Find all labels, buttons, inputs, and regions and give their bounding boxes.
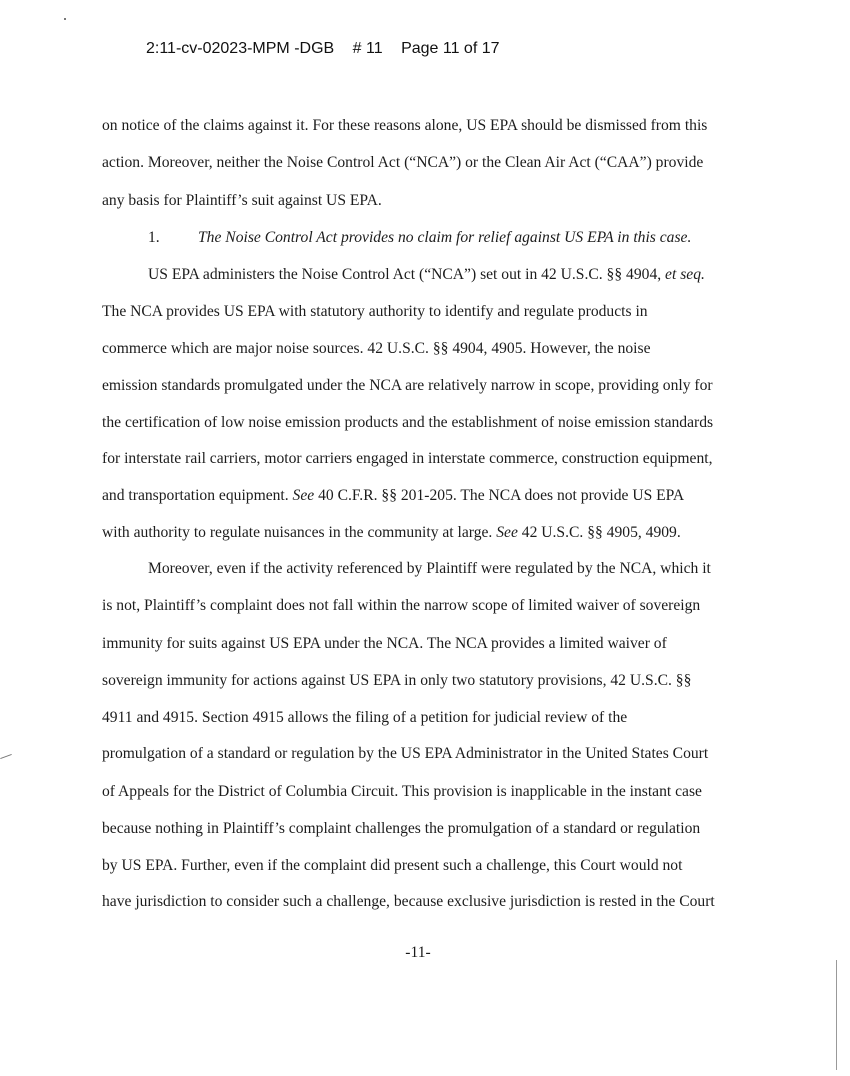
page-indicator: Page 11 of 17 [401,40,500,57]
italic-signal: See [292,487,315,504]
text-line: The NCA provides US EPA with statutory authority to identify and regulate products in [102,303,648,320]
scan-mark [0,754,12,759]
text-line: on notice of the claims against it. For these reasons alone, US EPA should be dismissed from this [102,117,708,134]
text-line: immunity for suits against US EPA under the NCA. The NCA provides a limited waiver of [102,635,667,652]
scan-edge [836,960,837,1070]
text-line: of Appeals for the District of Columbia Circuit. This provision is inapplicable in the instant case [102,783,702,800]
text-line [102,487,684,505]
text-line [102,524,681,542]
scan-speck [64,18,66,20]
italic-signal: See [496,524,518,541]
page-number: -11- [405,944,431,961]
case-number: 2:11-cv-02023-MPM -DGB [146,40,335,57]
text-line: by US EPA. Further, even if the complaint did present such a challenge, this Court would not [102,857,683,874]
text-line: promulgation of a standard or regulation by the US EPA Administrator in the United States Court [102,745,709,762]
document-number: # 11 [352,40,383,57]
text-span: US EPA administers the Noise Control Act (“NCA”) set out in 42 U.S.C. §§ 4904, [148,266,666,283]
text-line: the certification of low noise emission products and the establishment of noise emission standards [102,414,714,431]
text-line: because nothing in Plaintiff’s complaint challenges the promulgation of a standard or regulation [102,820,701,837]
paragraph-start: Moreover, even if the activity referenced by Plaintiff were regulated by the NCA, which it [148,560,711,577]
case-header [146,40,514,58]
text-span: and transportation equipment. [102,487,293,504]
text-span: 42 U.S.C. §§ 4905, 4909. [517,524,681,541]
paragraph-start [148,266,705,284]
text-line: have jurisdiction to consider such a challenge, because exclusive jurisdiction is rested in the Court [102,893,715,910]
text-span: with authority to regulate nuisances in the community at large. [102,524,497,541]
text-span: 40 C.F.R. §§ 201-205. The NCA does not provide US EPA [314,487,685,504]
text-line: action. Moreover, neither the Noise Control Act (“NCA”) or the Clean Air Act (“CAA”) provide [102,154,704,171]
text-line: emission standards promulgated under the NCA are relatively narrow in scope, providing only for [102,377,713,394]
italic-citation: et seq. [665,266,705,283]
text-line: any basis for Plaintiff’s suit against US EPA. [102,192,382,209]
text-line: 4911 and 4915. Section 4915 allows the filing of a petition for judicial review of the [102,709,628,726]
text-line: for interstate rail carriers, motor carriers engaged in interstate commerce, construction equipment, [102,450,713,467]
section-heading: The Noise Control Act provides no claim for relief against US EPA in this case. [198,229,692,246]
text-line: commerce which are major noise sources. 42 U.S.C. §§ 4904, 4905. However, the noise [102,340,651,357]
text-line: is not, Plaintiff’s complaint does not fall within the narrow scope of limited waiver of sovereign [102,597,701,614]
text-line: sovereign immunity for actions against US EPA in only two statutory provisions, 42 U.S.C. §§ [102,672,692,689]
section-number: 1. [148,229,160,246]
